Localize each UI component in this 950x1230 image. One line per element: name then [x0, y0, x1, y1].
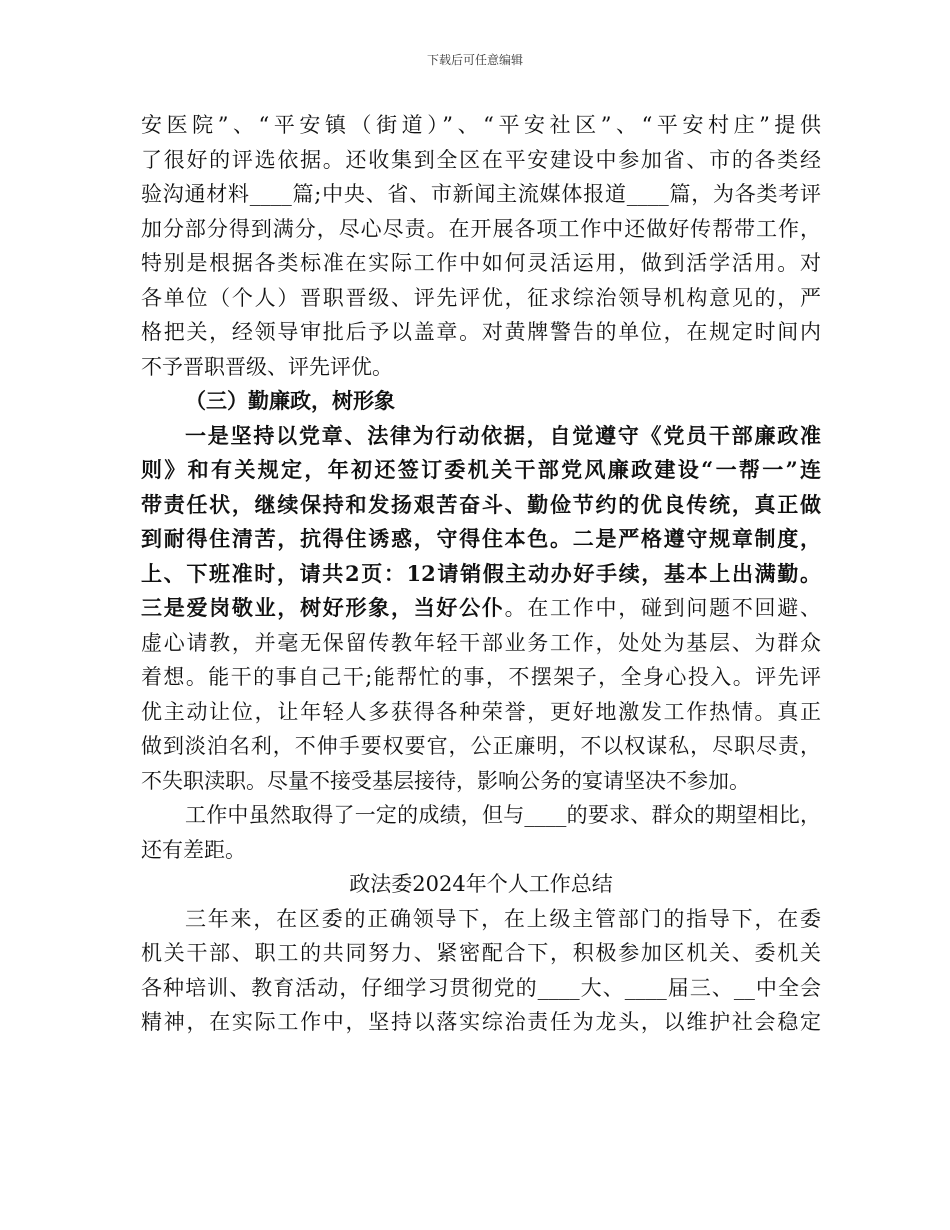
paragraph-line: 着想。能干的事自己干;能帮忙的事，不摆架子，全身心投入。评先评 [141, 665, 821, 689]
bold-phrase: 三是爱岗敬业，树好形象，当好公仆 [141, 595, 505, 620]
paragraph-line: 三年来，在区委的正确领导下，在上级主管部门的指导下，在委 [185, 906, 821, 931]
paragraph-line: 机关干部、职工的共同努力、紧密配合下，积极参加区机关、委机关 [141, 941, 821, 965]
paragraph-line-bold: 上、下班准时，请共2页：12请销假主动办好手续，基本上出满勤。 [141, 560, 821, 586]
paragraph-line-bold: 则》和有关规定，年初还签订委机关干部党风廉政建设“一帮一”连 [141, 457, 821, 482]
document-body [141, 108, 821, 1040]
page-header-note: 下载后可任意编辑 [426, 53, 523, 67]
paragraph-line-bold: 一是坚持以党章、法律为行动依据，自觉遵守《党员干部廉政准 [185, 422, 821, 448]
paragraph-line: 精神，在实际工作中，坚持以落实综治责任为龙头，以维护社会稳定 [141, 1010, 821, 1034]
paragraph-line: 安医院”、“平安镇（街道）”、“平安社区”、“平安村庄”提供 [141, 113, 821, 137]
normal-phrase: 。在工作中，碰到问题不回避、 [504, 596, 822, 620]
paragraph-line: 做到淡泊名利，不伸手要权要官，公正廉明，不以权谋私，尽职尽责， [141, 734, 821, 758]
paragraph-line: 各单位（个人）晋职晋级、评先评优，征求综治领导机构意见的，严 [141, 285, 821, 310]
paragraph-line: 优主动让位，让年轻人多获得各种荣誉，更好地激发工作热情。真正 [141, 699, 821, 724]
paragraph-line-mixed [141, 591, 821, 626]
paragraph-line: 格把关，经领导审批后予以盖章。对黄牌警告的单位，在规定时间内 [141, 320, 821, 344]
paragraph-line: 验沟通材料____篇;中央、省、市新闻主流媒体报道____篇，为各类考评 [141, 182, 821, 206]
paragraph-line: 加分部分得到满分，尽心尽责。在开展各项工作中还做好传帮带工作， [141, 216, 821, 241]
paragraph-line: 还有差距。 [141, 837, 246, 862]
paragraph-line: 不失职渎职。尽量不接受基层接待，影响公务的宴请坚决不参加。 [141, 768, 750, 793]
document-title: 政法委2024年个人工作总结 [349, 872, 613, 896]
section-heading: （三）勤廉政，树形象 [185, 388, 395, 413]
paragraph-line: 各种培训、教育活动，仔细学习贯彻党的____大、____届三、__中全会 [141, 975, 821, 1000]
paragraph-line: 特别是根据各类标准在实际工作中如何灵活运用，做到活学活用。对 [141, 251, 821, 275]
paragraph-line: 工作中虽然取得了一定的成绩，但与____的要求、群众的期望相比， [185, 803, 821, 827]
paragraph-line-bold: 到耐得住清苦，抗得住诱惑，守得住本色。二是严格遵守规章制度， [141, 526, 821, 551]
paragraph-line: 了很好的评选依据。还收集到全区在平安建设中参加省、市的各类经 [141, 147, 821, 172]
paragraph-line: 虚心请教，并毫无保留传教年轻干部业务工作，处处为基层、为群众 [141, 630, 821, 655]
paragraph-line-bold: 带责任状，继续保持和发扬艰苦奋斗、勤俭节约的优良传统，真正做 [141, 491, 821, 517]
paragraph-line: 不予晋职晋级、评先评优。 [141, 354, 393, 379]
